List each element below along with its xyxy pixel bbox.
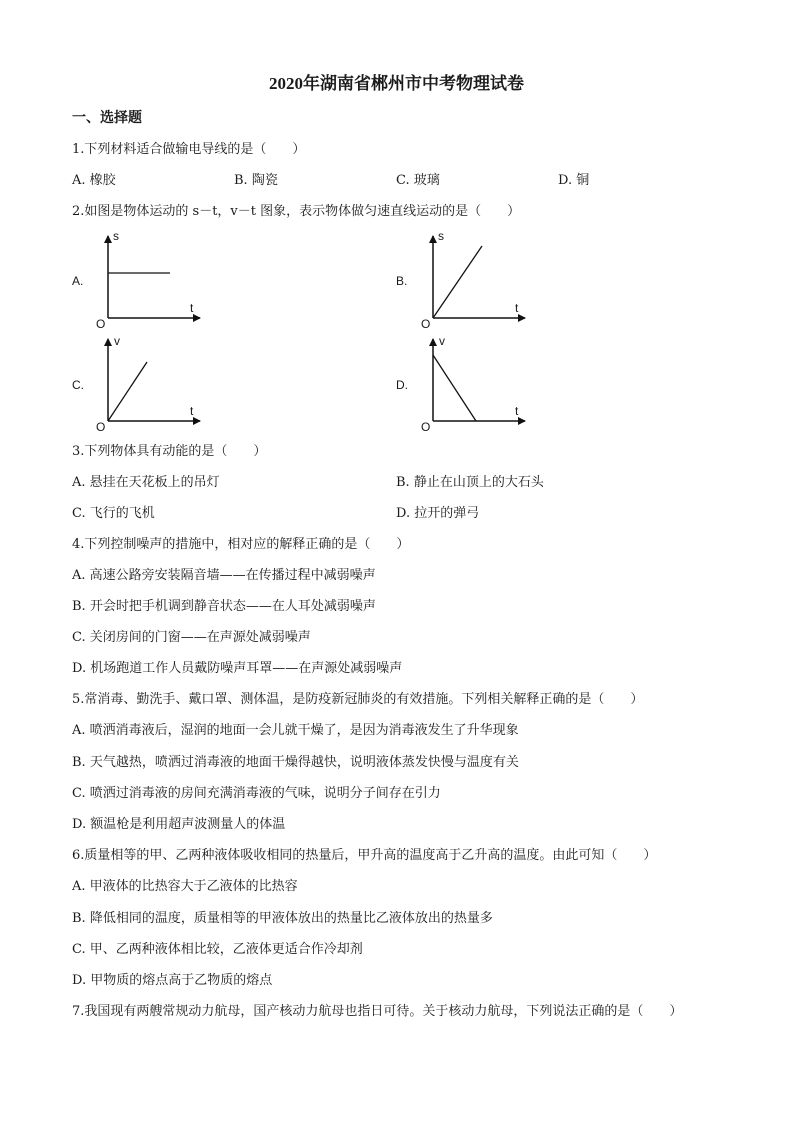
graph-b-t-label: t [515,301,519,315]
section-heading: 一、选择题 [72,110,142,126]
q4-option-c: C. 关闭房间的门窗——在声源处减弱噪声 [72,630,311,645]
q5-option-d: D. 额温枪是利用超声波测量人的体温 [72,817,286,832]
graph-d-t-label: t [515,404,519,418]
q1-stem: 1.下列材料适合做输电导线的是（ ） [72,142,306,157]
graph-d-v-label: v [439,334,445,348]
q2-stem: 2.如图是物体运动的 s－t，v－t 图象，表示物体做匀速直线运动的是（ ） [72,204,521,219]
q6-option-d: D. 甲物质的熔点高于乙物质的熔点 [72,973,273,988]
graph-c-label: C. [72,378,84,392]
graph-a-t-label: t [190,301,194,315]
graph-c-v-label: v [114,334,120,348]
graph-c-origin-label: O [96,420,106,434]
q5-stem: 5.常消毒、勤洗手、戴口罩、测体温，是防疫新冠肺炎的有效措施。下列相关解释正确的是（ ） [72,692,644,707]
graph-b-label: B. [396,274,408,288]
q1-option-c: C. 玻璃 [396,173,440,188]
q6-stem: 6.质量相等的甲、乙两种液体吸收相同的热量后，甲升高的温度高于乙升高的温度。由此可知（ ） [72,848,657,863]
graph-b-s-label: s [438,229,444,243]
q5-option-c: C. 喷洒过消毒液的房间充满消毒液的气味，说明分子间存在引力 [72,786,441,801]
graph-a-label: A. [72,274,84,288]
q4-option-d: D. 机场跑道工作人员戴防噪声耳罩——在声源处减弱噪声 [72,661,403,676]
q1-option-b: B. 陶瓷 [234,173,278,188]
graph-a-s-label: s [113,229,119,243]
graph-b-origin-label: O [421,317,431,331]
q1-option-d: D. 铜 [558,173,590,188]
q6-option-b: B. 降低相同的温度，质量相等的甲液体放出的热量比乙液体放出的热量多 [72,911,493,926]
q6-option-a: A. 甲液体的比热容大于乙液体的比热容 [72,879,298,894]
q4-option-a: A. 高速公路旁安装隔音墙——在传播过程中减弱噪声 [72,568,376,583]
q4-option-b: B. 开会时把手机调到静音状态——在人耳处减弱噪声 [72,599,376,614]
q5-option-b: B. 天气越热，喷洒过消毒液的地面干燥得越快，说明液体蒸发快慢与温度有关 [72,755,519,770]
q4-stem: 4.下列控制噪声的措施中，相对应的解释正确的是（ ） [72,537,410,552]
q1-option-a: A. 橡胶 [72,173,116,188]
q3-stem: 3.下列物体具有动能的是（ ） [72,444,267,459]
page-title: 2020年湖南省郴州市中考物理试卷 [269,74,524,93]
graph-a-origin-label: O [96,317,106,331]
q3-option-d: D. 拉开的弹弓 [396,506,480,521]
graph-d-origin-label: O [421,420,431,434]
graph-d-label: D. [396,378,408,392]
q3-option-a: A. 悬挂在天花板上的吊灯 [72,475,220,490]
q3-option-b: B. 静止在山顶上的大石头 [396,475,544,490]
graph-d-line [433,355,476,421]
q7-stem: 7.我国现有两艘常规动力航母，国产核动力航母也指日可待。关于核动力航母，下列说法正确的是（ ） [72,1004,683,1019]
q6-option-c: C. 甲、乙两种液体相比较，乙液体更适合作冷却剂 [72,942,363,957]
q3-option-c: C. 飞行的飞机 [72,506,155,521]
q5-option-a: A. 喷洒消毒液后，湿润的地面一会儿就干燥了，是因为消毒液发生了升华现象 [72,723,519,738]
graph-c-t-label: t [190,404,194,418]
